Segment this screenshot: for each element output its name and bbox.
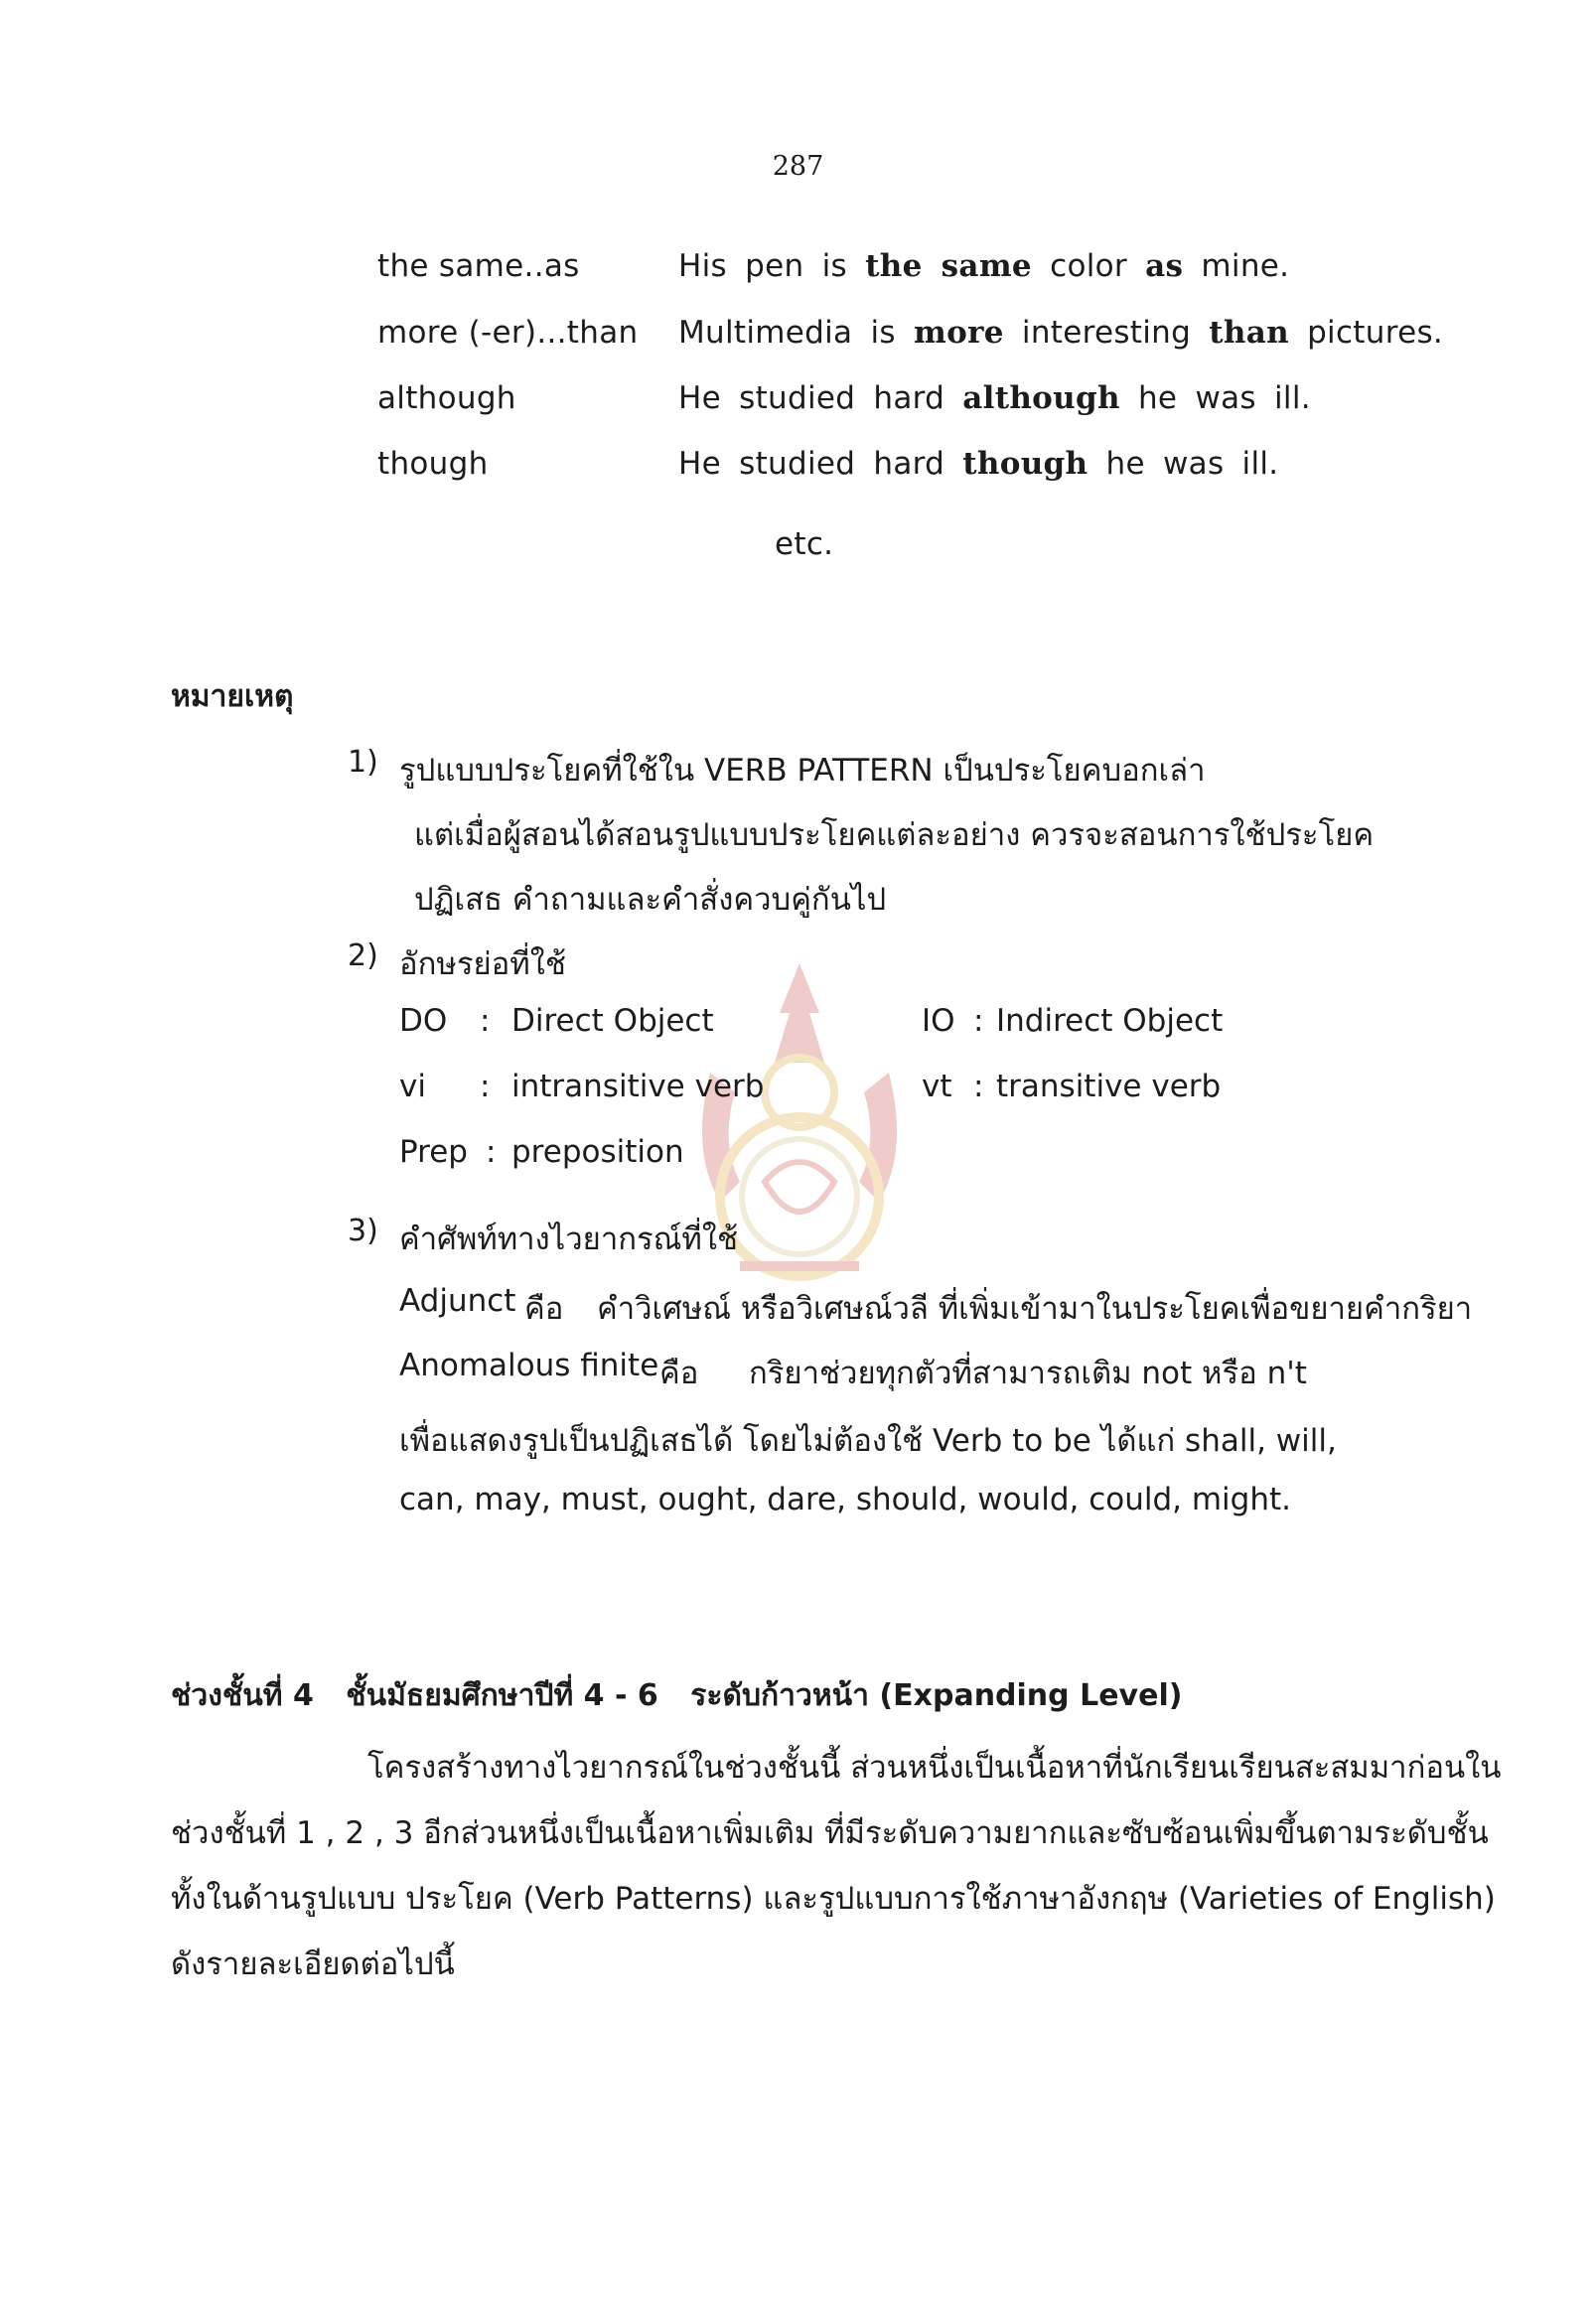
abbr-key-io: IO — [922, 1003, 955, 1039]
keyword-bold: as — [1145, 248, 1184, 284]
paragraph-line-2: ช่วงชั้นที่ 1 , 2 , 3 อีกส่วนหนึ่งเป็นเนื้อหาเพิ่มเติม ที่มีระดับความยากและซับซ้อนเพิ่มขึ้นตามระดับชั้น — [171, 1815, 1489, 1851]
example-sentence — [678, 315, 1443, 351]
paragraph-line-4: ดังรายละเอียดต่อไปนี้ — [171, 1946, 455, 1982]
note-2-title: อักษรย่อที่ใช้ — [399, 946, 566, 982]
adjunct-is: คือ — [524, 1291, 564, 1327]
keyword-bold: though — [962, 446, 1088, 482]
note-1-line-1: รูปแบบประโยคที่ใช้ใน VERB PATTERN เป็นประโยคบอกเล่า — [399, 753, 1206, 789]
abbr-key-vi: vi — [399, 1069, 426, 1104]
adjunct-term: Adjunct — [399, 1283, 516, 1319]
sentence-text: mine. — [1183, 248, 1290, 284]
section-part-1: ช่วงชั้นที่ 4 — [171, 1678, 314, 1713]
sentence-text: He studied hard — [678, 380, 963, 416]
section-part-2: ชั้นมัธยมศึกษาปีที่ 4 - 6 — [346, 1678, 658, 1713]
abbr-colon: : — [973, 1003, 984, 1039]
keyword-bold: although — [962, 380, 1120, 416]
note-2-number: 2) — [348, 938, 378, 973]
sentence-text: interesting — [1003, 315, 1210, 351]
abbr-colon: : — [480, 1069, 491, 1104]
paragraph-line-1: โครงสร้างทางไวยากรณ์ในช่วงชั้นนี้ ส่วนหนึ่งเป็นเนื้อหาที่นักเรียนเรียนสะสมมาก่อนใน — [367, 1750, 1502, 1786]
anomalous-term: Anomalous finite — [399, 1348, 659, 1383]
sentence-text: Multimedia is — [678, 315, 915, 351]
notes-heading: หมายเหตุ — [171, 679, 294, 714]
abbr-colon: : — [973, 1069, 984, 1104]
sentence-text: color — [1031, 248, 1146, 284]
sentence-text: His pen is — [678, 248, 866, 284]
note-1-line-3: ปฏิเสธ คำถามและคำสั่งควบคู่กันไป — [414, 882, 887, 918]
example-label: though — [377, 446, 489, 482]
abbr-value-vt: transitive verb — [996, 1069, 1222, 1104]
example-sentence — [678, 380, 1311, 416]
note-1-number: 1) — [348, 745, 378, 780]
section-heading — [171, 1672, 1204, 1719]
example-label: the same..as — [377, 248, 580, 284]
keyword-bold: more — [914, 315, 1004, 351]
example-label: although — [377, 380, 516, 416]
note-1-line-2: แต่เมื่อผู้สอนได้สอนรูปแบบประโยคแต่ละอย่าง ควรจะสอนการใช้ประโยค — [414, 817, 1375, 853]
etc-text: etc. — [775, 526, 834, 562]
section-part-3: ระดับก้าวหน้า (Expanding Level) — [690, 1678, 1183, 1713]
example-sentence — [678, 248, 1289, 284]
abbr-key-prep: Prep — [399, 1134, 468, 1170]
abbr-colon: : — [480, 1003, 491, 1039]
adjunct-definition: คำวิเศษณ์ หรือวิเศษณ์วลี ที่เพิ่มเข้ามาในประโยคเพื่อขยายคำกริยา — [597, 1291, 1473, 1327]
abbr-key-do: DO — [399, 1003, 448, 1039]
note-3-title: คำศัพท์ทางไวยากรณ์ที่ใช้ — [399, 1222, 739, 1257]
abbr-colon: : — [486, 1134, 497, 1170]
note-3-number: 3) — [348, 1214, 378, 1248]
example-label: more (-er)...than — [377, 315, 639, 351]
abbr-value-vi: intransitive verb — [511, 1069, 765, 1104]
anomalous-definition: กริยาช่วยทุกตัวที่สามารถเติม not หรือ n't — [749, 1356, 1307, 1391]
sentence-text: He studied hard — [678, 446, 963, 482]
example-sentence — [678, 446, 1278, 482]
note-3-line-4: can, may, must, ought, dare, should, would, could, might. — [399, 1482, 1292, 1517]
abbr-value-prep: preposition — [511, 1134, 684, 1170]
abbr-key-vt: vt — [922, 1069, 952, 1104]
abbr-value-io: Indirect Object — [996, 1003, 1224, 1039]
abbr-value-do: Direct Object — [511, 1003, 714, 1039]
paragraph-line-3: ทั้งในด้านรูปแบบ ประโยค (Verb Patterns) และรูปแบบการใช้ภาษาอังกฤษ (Varieties of English) — [171, 1881, 1496, 1917]
sentence-text: pictures. — [1288, 315, 1444, 351]
sentence-text: he was ill. — [1119, 380, 1311, 416]
page-number: 287 — [772, 151, 824, 182]
keyword-bold: the same — [865, 248, 1032, 284]
keyword-bold: than — [1209, 315, 1289, 351]
anomalous-is: คือ — [659, 1356, 699, 1391]
note-3-line-3: เพื่อแสดงรูปเป็นปฏิเสธได้ โดยไม่ต้องใช้ Verb to be ได้แก่ shall, will, — [399, 1423, 1337, 1459]
sentence-text: he was ill. — [1088, 446, 1279, 482]
